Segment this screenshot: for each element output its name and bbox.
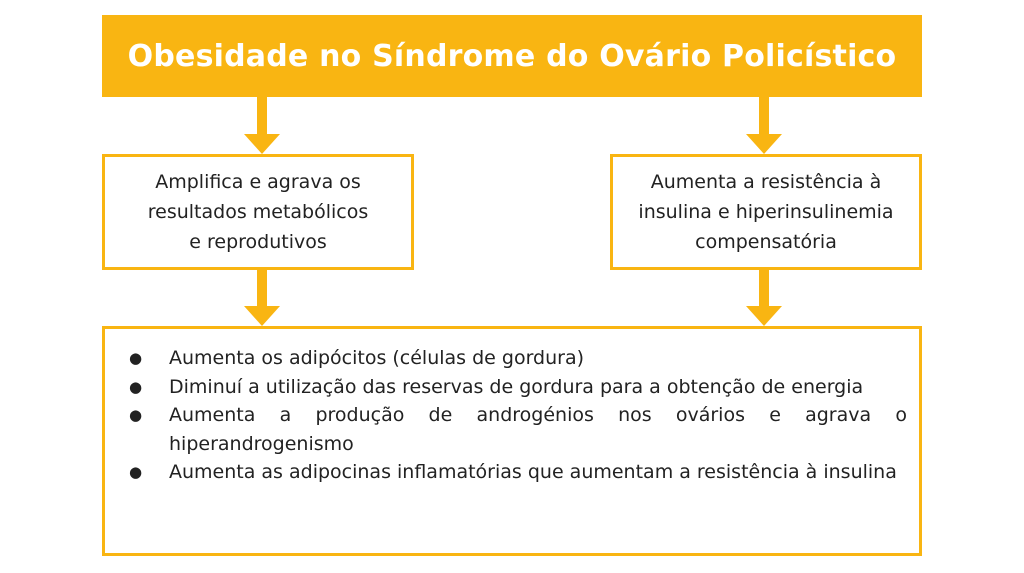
box-line: Amplifica e agrava os — [155, 171, 361, 193]
effect-text: Aumenta os adipócitos (células de gordura) — [169, 347, 585, 369]
box-insulin-resistance — [610, 154, 922, 270]
arrow-title-to-left — [244, 97, 280, 154]
list-item — [127, 458, 907, 487]
bullet-icon: ● — [129, 406, 143, 424]
box-line: insulina e hiperinsulinemia — [638, 201, 894, 223]
list-item — [127, 344, 907, 373]
box-line: e reprodutivos — [189, 231, 327, 253]
effect-text: Diminuí a utilização das reservas de gordura para a obtenção de energia — [169, 375, 864, 398]
box-line: resultados metabólicos — [147, 201, 369, 223]
effect-text: Aumenta as adipocinas inflamatórias que aumentam a resistência à insulina — [169, 461, 897, 483]
effects-list — [127, 344, 907, 487]
box-line: compensatória — [695, 231, 837, 253]
title-banner — [102, 15, 922, 97]
bullet-icon: ● — [129, 377, 143, 396]
box-metabolic-text — [148, 167, 369, 257]
box-insulin-text — [638, 167, 893, 257]
list-item — [127, 401, 907, 458]
arrow-right-to-effects — [746, 270, 782, 326]
bullet-icon: ● — [129, 463, 143, 481]
bullet-icon: ● — [129, 349, 143, 367]
box-line: Aumenta a resistência à — [650, 171, 882, 193]
list-item — [127, 373, 907, 402]
box-metabolic-effects — [102, 154, 414, 270]
effect-text: Aumenta a produção de androgénios nos ovários e agrava o hiperandrogenismo — [169, 404, 907, 455]
arrow-title-to-right — [746, 97, 782, 154]
arrow-left-to-effects — [244, 270, 280, 326]
diagram-title: Obesidade no Síndrome do Ovário Policístico — [127, 38, 897, 74]
effects-box — [102, 326, 922, 556]
